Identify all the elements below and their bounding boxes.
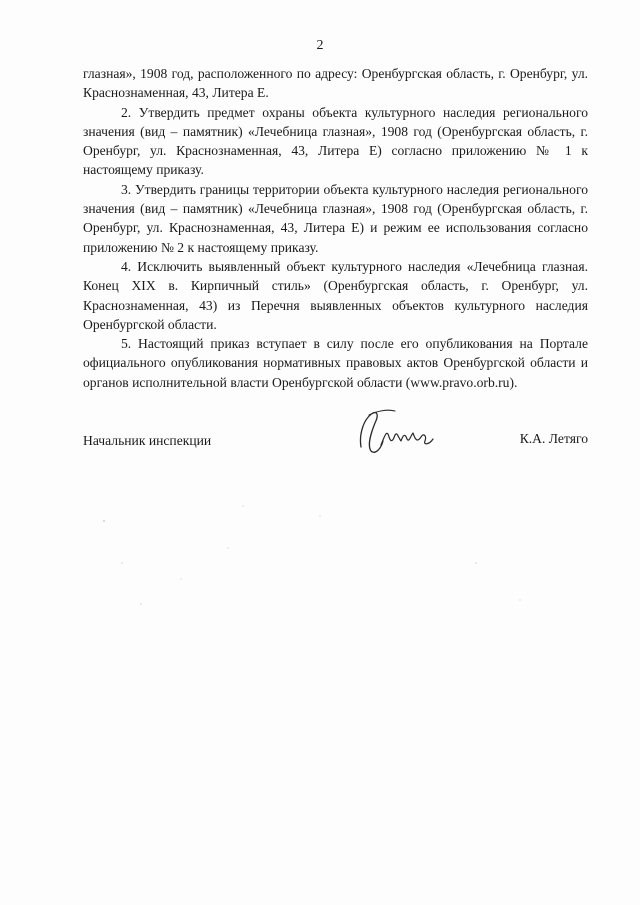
signer-title: Начальник инспекции (83, 433, 212, 448)
paragraph-4-exclude-identified-object: 4. Исключить выявленный объект культурного наследия «Лечебница глазная. Конец XIX в. Кирпичный стиль» (Оренбургская область, г. Оренбург, ул. Краснознаменная, 43) из Перечня выявленных объектов культурного наследия Оренбургской области. (83, 258, 588, 332)
signature-block (83, 425, 588, 465)
paragraph-5-entry-into-force: 5. Настоящий приказ вступает в силу после его опубликования на Портале официального опубликования нормативных правовых актов Оренбургской области и органов исполнительной власти Оренбургской области (www.pravo.orb.ru). (83, 336, 588, 390)
paragraph-3-approve-territory-borders: 3. Утвердить границы территории объекта культурного наследия регионального значения (вид – памятник) «Лечебница глазная», 1908 год (Оренбургская область, г. Оренбург, ул. Краснознаменная, 43, Литера Е) и режим ее использования согласно приложению № 2 к настоящему приказу. (83, 181, 588, 255)
signer-name: К.А. Летяго (519, 431, 588, 446)
paragraph-2-approve-protection-subject: 2. Утвердить предмет охраны объекта культурного наследия регионального значения (вид – памятник) «Лечебница глазная», 1908 год (Оренбургская область, г. Оренбург, ул. Краснознаменная, 43, Литера Е) согласно приложению № 1 к настоящему приказу. (83, 104, 588, 178)
handwritten-signature (351, 405, 451, 465)
page-number: 2 (316, 38, 324, 53)
document-body (83, 64, 588, 392)
paragraph-1-continuation: глазная», 1908 год, расположенного по адресу: Оренбургская область, г. Оренбург, ул. Краснознаменная, 43, Литера Е. (83, 66, 588, 101)
